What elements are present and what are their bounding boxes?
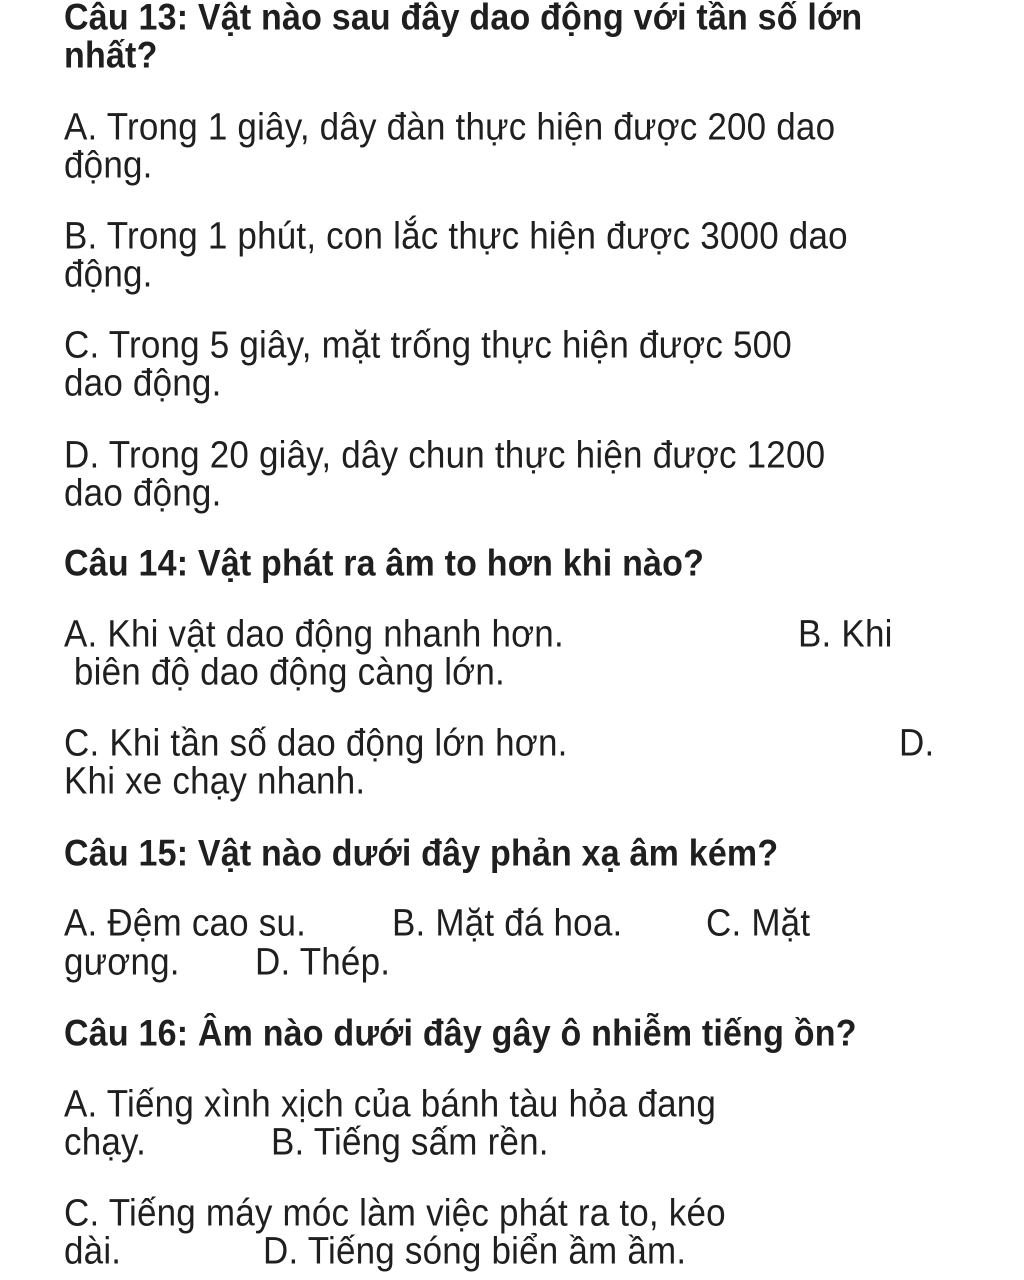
- question-14-option-d-rest: Khi xe chạy nhanh.: [64, 760, 366, 803]
- question-13-option-b-line-1: B. Trong 1 phút, con lắc thực hiện được 3000 dao: [64, 215, 848, 258]
- question-16-option-a-line-1: A. Tiếng xình xịch của bánh tàu hỏa đang: [64, 1083, 717, 1126]
- question-13-option-b-line-2: động.: [64, 253, 153, 296]
- question-13-option-a-line-1: A. Trong 1 giây, dây đàn thực hiện được 200 dao: [64, 106, 836, 149]
- question-15-option-b: B. Mặt đá hoa.: [392, 902, 623, 945]
- question-13-option-d-line-2: dao động.: [64, 472, 222, 515]
- question-16-option-b: B. Tiếng sấm rền.: [271, 1121, 549, 1164]
- question-14-option-b-start: B. Khi: [798, 613, 893, 656]
- question-15-option-c-start: C. Mặt: [706, 902, 811, 945]
- question-14-title: Câu 14: Vật phát ra âm to hơn khi nào?: [64, 543, 705, 585]
- question-13-title-line-1: Câu 13: Vật nào sau đây dao động với tần số lớn: [64, 0, 863, 39]
- question-15-option-a: A. Đệm cao su.: [64, 902, 307, 945]
- question-16-option-d: D. Tiếng sóng biển ầm ầm.: [263, 1230, 687, 1273]
- question-15-title: Câu 15: Vật nào dưới đây phản xạ âm kém?: [64, 833, 779, 875]
- question-13-option-c-line-1: C. Trong 5 giây, mặt trống thực hiện được 500: [64, 324, 792, 367]
- question-14-option-d-start: D.: [899, 722, 935, 765]
- question-16-option-c-line-2: dài.: [64, 1230, 122, 1273]
- question-16-option-a-line-2: chạy.: [64, 1121, 147, 1164]
- question-13-option-a-line-2: động.: [64, 144, 153, 187]
- question-16-option-c-line-1: C. Tiếng máy móc làm việc phát ra to, kéo: [64, 1192, 726, 1235]
- question-14-option-c: C. Khi tần số dao động lớn hơn.: [64, 722, 568, 765]
- question-15-option-d: D. Thép.: [255, 941, 391, 984]
- question-13-option-c-line-2: dao động.: [64, 362, 222, 405]
- question-15-option-c-rest: gương.: [64, 941, 180, 984]
- question-13-title-line-2: nhất?: [64, 35, 158, 77]
- question-13-option-d-line-1: D. Trong 20 giây, dây chun thực hiện được 1200: [64, 434, 826, 477]
- question-14-option-a: A. Khi vật dao động nhanh hơn.: [64, 613, 564, 656]
- question-14-option-b-rest: biên độ dao động càng lớn.: [64, 651, 505, 694]
- question-16-title: Câu 16: Âm nào dưới đây gây ô nhiễm tiếng ồn?: [64, 1013, 857, 1055]
